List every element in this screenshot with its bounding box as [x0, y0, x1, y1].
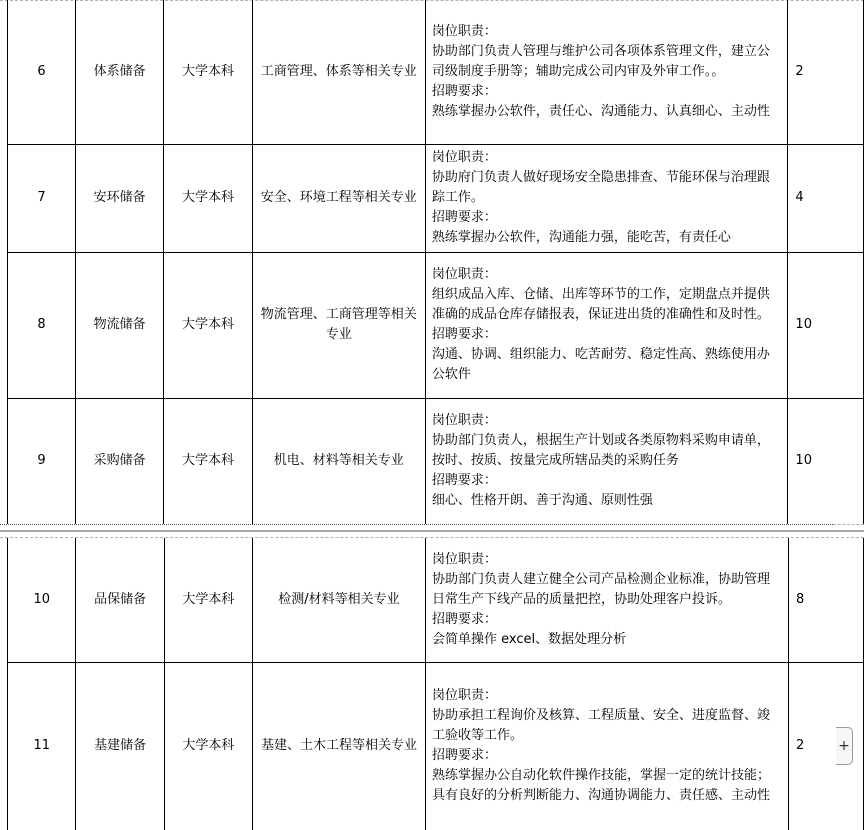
major: 机电、材料等相关专业 [252, 398, 425, 524]
requirement-label: 招聘要求： [431, 327, 497, 342]
major: 工商管理、体系等相关专业 [252, 0, 425, 144]
requirement-label: 招聘要求： [431, 611, 497, 627]
duty-text: 组织成品入库、仓储、出库等环节的工作，定期盘点并提供准确的成品仓库存储报表，保证进出货的准确性和及时性。 [431, 287, 770, 322]
job-description [425, 538, 788, 662]
position-name: 体系储备 [76, 0, 164, 144]
requirement-text: 熟练掌握办公自动化软件操作技能，掌握一定的统计技能； [431, 768, 770, 784]
job-table-page-1 [7, 0, 864, 524]
position-name: 安环储备 [76, 144, 164, 252]
row-number: 6 [8, 0, 76, 144]
duty-label: 岗位职责： [431, 23, 497, 39]
major: 基建、土木工程等相关专业 [252, 662, 425, 830]
duty-label: 岗位职责： [431, 688, 497, 704]
job-description [425, 0, 788, 144]
row-number: 8 [8, 252, 76, 398]
row-number: 7 [8, 144, 76, 252]
headcount: 10 [788, 398, 864, 524]
education: 大学本科 [164, 398, 252, 524]
duty-label: 岗位职责： [431, 551, 497, 567]
major: 物流管理、工商管理等相关专业 [252, 252, 425, 398]
requirement-text: 会简单操作 excel、数据处理分析 [431, 631, 627, 647]
table-row [8, 398, 864, 524]
job-description [425, 144, 788, 252]
add-row-button[interactable]: + [836, 727, 853, 765]
page-2 [0, 538, 864, 828]
headcount: 10 [788, 252, 864, 398]
position-name: 品保储备 [76, 538, 164, 662]
education: 大学本科 [164, 0, 252, 144]
table-row [8, 144, 864, 252]
headcount: 2 [789, 662, 864, 830]
page-bottom-boundary-margin [833, 524, 864, 525]
requirement-label: 招聘要求： [431, 748, 497, 764]
requirement-text: 熟练掌握办公软件，沟通能力强，能吃苦，有责任心 [431, 230, 731, 245]
job-table-page-2 [7, 538, 864, 830]
requirement-text: 熟练掌握办公软件，责任心、沟通能力、认真细心、主动性 [431, 103, 770, 119]
duty-text: 协助承担工程询价及核算、工程质量、安全、进度监督、竣工验收等工作。 [431, 708, 770, 744]
table-row [8, 662, 864, 830]
duty-text: 协助部门负责人管理与维护公司各项体系管理文件，建立公司级制度手册等；辅助完成公司内审及外审工作。。 [431, 43, 770, 79]
requirement-text: 沟通、协调、组织能力、吃苦耐劳、稳定性高、熟练使用办公软件 [431, 347, 770, 382]
duty-text: 协助部门负责人建立健全公司产品检测企业标准，协助管理日常生产下线产品的质量把控，协助处理客户投诉。 [431, 571, 770, 607]
page-break-separator [0, 530, 864, 532]
major: 检测/材料等相关专业 [252, 538, 425, 662]
duty-label: 岗位职责： [431, 267, 497, 282]
position-name: 物流储备 [76, 252, 164, 398]
education: 大学本科 [164, 662, 252, 830]
job-description [425, 662, 788, 830]
table-row [8, 252, 864, 398]
headcount: 4 [788, 144, 864, 252]
position-name: 采购储备 [76, 398, 164, 524]
education: 大学本科 [164, 538, 252, 662]
job-description [425, 252, 788, 398]
requirement-label: 招聘要求： [431, 210, 497, 225]
major: 安全、环境工程等相关专业 [252, 144, 425, 252]
headcount: 8 [789, 538, 864, 662]
education: 大学本科 [164, 144, 252, 252]
table-row [8, 538, 864, 662]
job-description [425, 398, 788, 524]
headcount: 2 [788, 0, 864, 144]
position-name: 基建储备 [76, 662, 164, 830]
duty-text: 协助部门负责人，根据生产计划或各类原物料采购申请单，按时、按质、按量完成所辖品类的采购任务 [431, 433, 770, 469]
row-number: 9 [8, 398, 76, 524]
requirement-label: 招聘要求： [431, 83, 497, 99]
requirement-label: 招聘要求： [431, 473, 497, 489]
education: 大学本科 [164, 252, 252, 398]
duty-label: 岗位职责： [431, 413, 497, 429]
page-bottom-boundary [0, 524, 833, 525]
duty-label: 岗位职责： [431, 150, 497, 165]
requirement-text-2: 具有良好的分析判断能力、沟通协调能力、责任感、主动性 [431, 788, 770, 804]
requirement-text: 细心、性格开朗、善于沟通、原则性强 [431, 493, 653, 509]
row-number: 11 [8, 662, 76, 830]
duty-text: 协助府门负责人做好现场安全隐患排查、节能环保与治理跟踪工作。 [431, 170, 770, 205]
table-row [8, 0, 864, 144]
row-number: 10 [8, 538, 76, 662]
